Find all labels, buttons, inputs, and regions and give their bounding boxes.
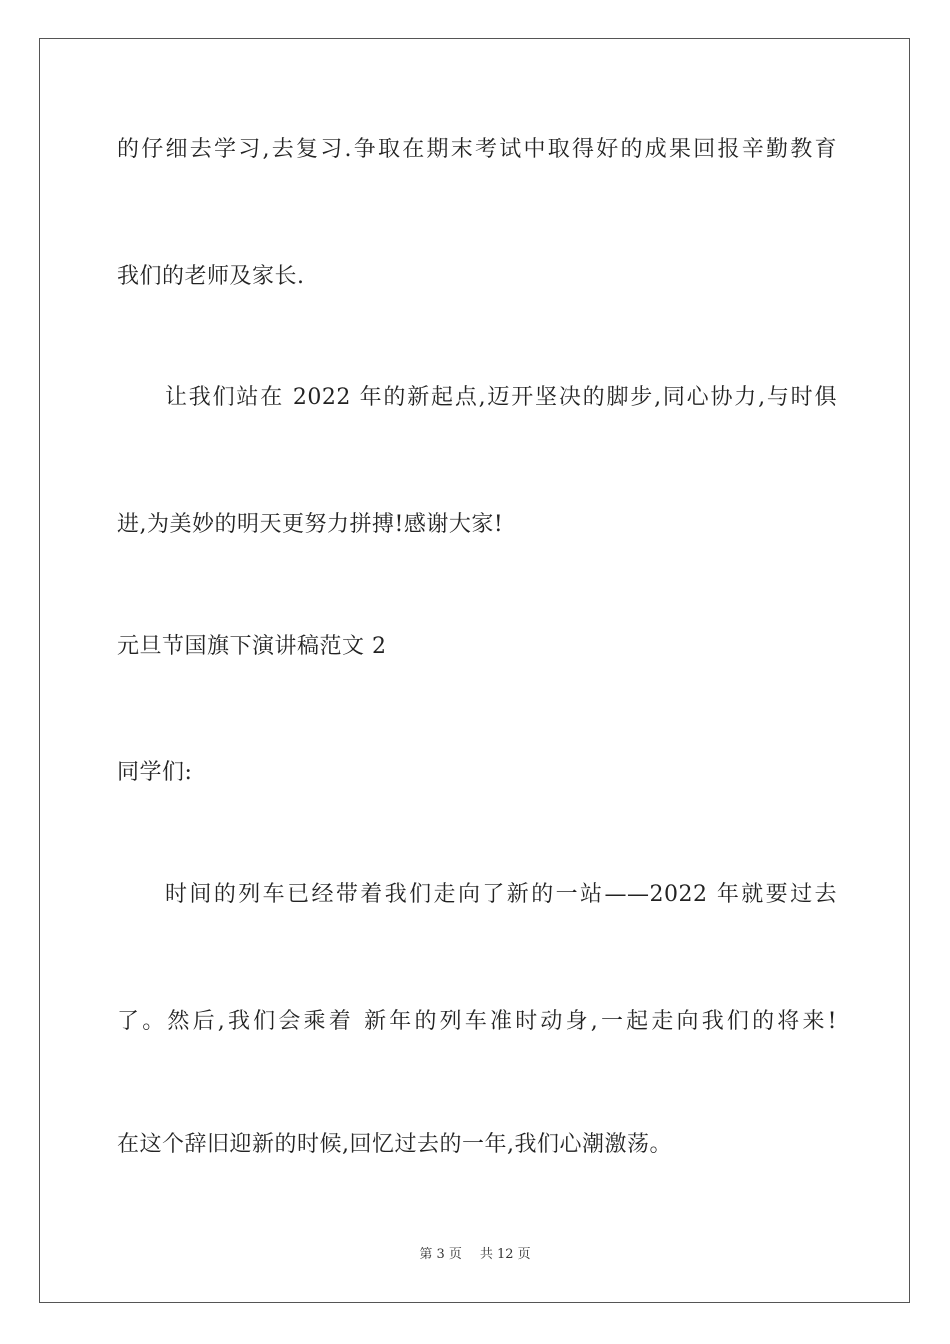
salutation: 同学们: [117, 760, 193, 785]
page-frame [39, 38, 910, 1303]
section-heading: 元旦节国旗下演讲稿范文 2 [117, 634, 387, 659]
paragraph-line: 我们的老师及家长. [117, 264, 305, 289]
page-number: 第 3 页 [419, 1247, 462, 1262]
page-total: 共 12 页 [479, 1247, 531, 1262]
paragraph-line: 的仔细去学习,去复习.争取在期末考试中取得好的成果回报辛勤教育 [117, 137, 837, 162]
paragraph-line: 了。然后,我们会乘着 新年的列车准时动身,一起走向我们的将来! [117, 1009, 837, 1034]
paragraph-line: 在这个辞旧迎新的时候,回忆过去的一年,我们心潮激荡。 [117, 1132, 672, 1157]
page-footer [0, 1246, 950, 1264]
paragraph-line: 时间的列车已经带着我们走向了新的一站——2022 年就要过去 [165, 882, 837, 907]
paragraph-line: 进,为美妙的明天更努力拼搏!感谢大家! [117, 512, 504, 537]
paragraph-line: 让我们站在 2022 年的新起点,迈开坚决的脚步,同心协力,与时俱 [165, 385, 837, 410]
